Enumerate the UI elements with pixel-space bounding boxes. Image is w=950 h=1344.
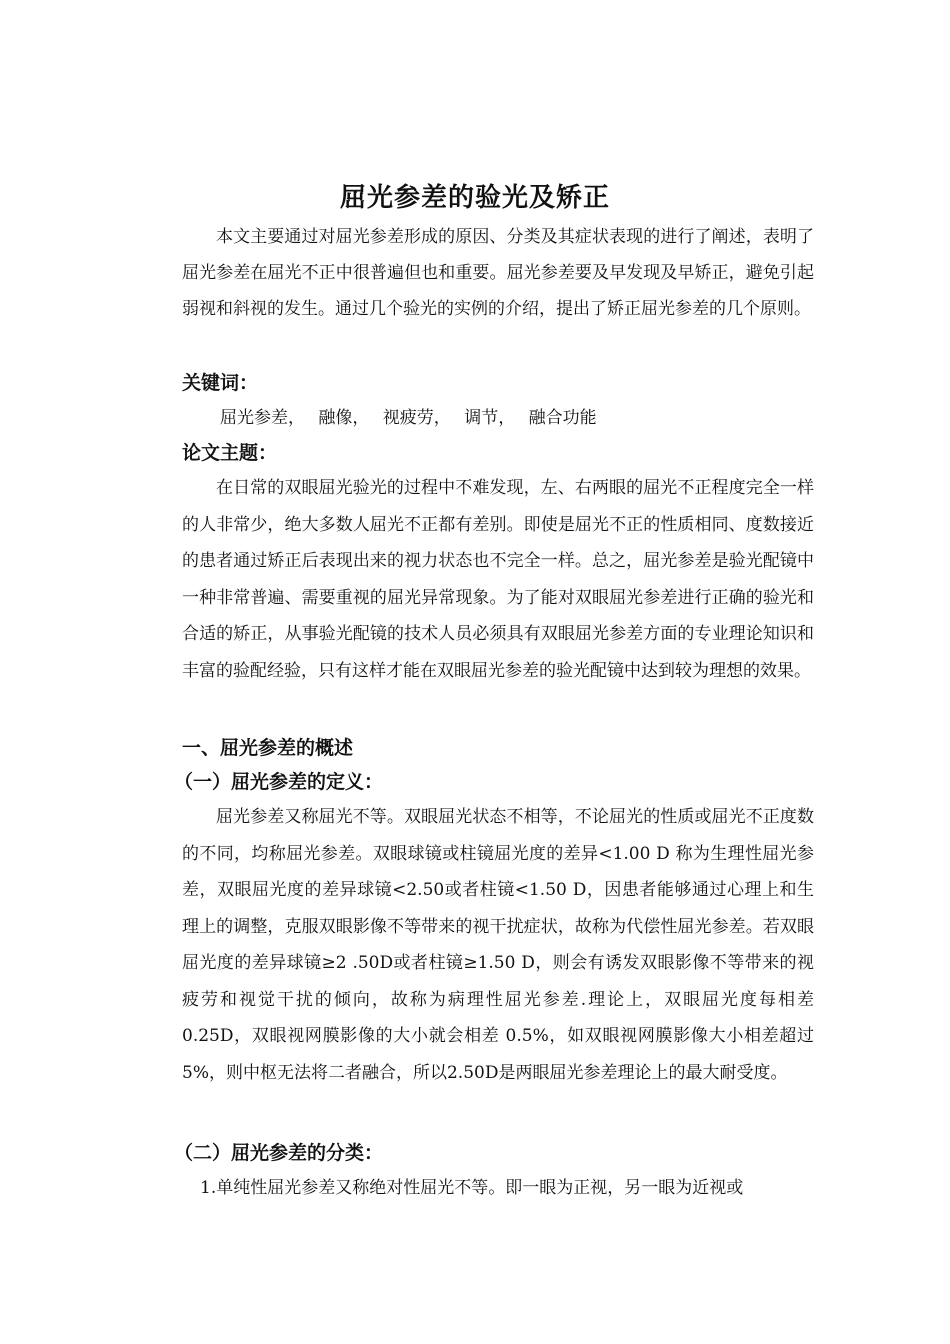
abstract-block bbox=[182, 219, 814, 327]
keywords-list: 屈光参差， 融像， 视疲劳， 调节， 融合功能 bbox=[220, 408, 597, 428]
sub1-heading: （一）屈光参差的定义： bbox=[174, 771, 384, 793]
document-title: 屈光参差的验光及矫正 bbox=[339, 183, 610, 213]
keywords-heading: 关键词： bbox=[182, 372, 259, 394]
keywords-section bbox=[182, 366, 814, 436]
classification-section bbox=[174, 1136, 814, 1206]
abstract-paragraph: 本文主要通过对屈光参差形成的原因、分类及其症状表现的进行了阐述，表明了屈光参差在屈光不正中很普遍但也和重要。屈光参差要及早发现及早矫正，避免引起弱视和斜视的发生。通过几个验光的实例的介绍，提出了矫正屈光参差的几个原则。 bbox=[182, 227, 814, 319]
section1-heading: 一、屈光参差的概述 bbox=[182, 737, 354, 759]
topic-section bbox=[182, 436, 814, 689]
topic-paragraph: 在日常的双眼屈光验光的过程中不难发现，左、右两眼的屈光不正程度完全一样的人非常少，绝大多数人屈光不正都有差别。即使是屈光不正的性质相同、度数接近的患者通过矫正后表现出来的视力状态也不完全一样。总之，屈光参差是验光配镜中一种非常普遍、需要重视的屈光异常现象。为了能对双眼屈光参差进行正确的验光和合适的矫正，从事验光配镜的技术人员必须具有双眼屈光参差方面的专业理论知识和丰富的验配经验，只有这样才能在双眼屈光参差的验光配镜中达到较为理想的效果。 bbox=[182, 478, 814, 681]
topic-heading: 论文主题： bbox=[182, 442, 278, 464]
sub2-heading: （二）屈光参差的分类： bbox=[174, 1142, 384, 1164]
section1 bbox=[174, 731, 814, 1091]
definition-paragraph: 屈光参差又称屈光不等。双眼屈光状态不相等，不论屈光的性质或屈光不正度数的不同，均称屈光参差。双眼球镜或柱镜屈光度的差异<1.00 D 称为生理性屈光参差，双眼屈光度的差异球镜<2.50或者柱镜<1.50 D，因患者能够通过心理上和生理上的调整，克服双眼影像不等带来的视干扰症状，故称为代偿性屈光参差。若双眼屈光度的差异球镜≥2 .50D或者柱镜≥1.50 D，则会有诱发双眼影像不等带来的视疲劳和视觉干扰的倾向，故称为病理性屈光参差.理论上，双眼屈光度每相差 0.25D，双眼视网膜影像的大小就会相差 0.5%，如双眼视网膜影像大小相差超过5%，则中枢无法将二者融合，所以2.50D是两眼屈光参差理论上的最大耐受度。 bbox=[182, 807, 814, 1083]
list-item-1: 1.单纯性屈光参差又称绝对性屈光不等。即一眼为正视，另一眼为近视或 bbox=[200, 1178, 744, 1198]
